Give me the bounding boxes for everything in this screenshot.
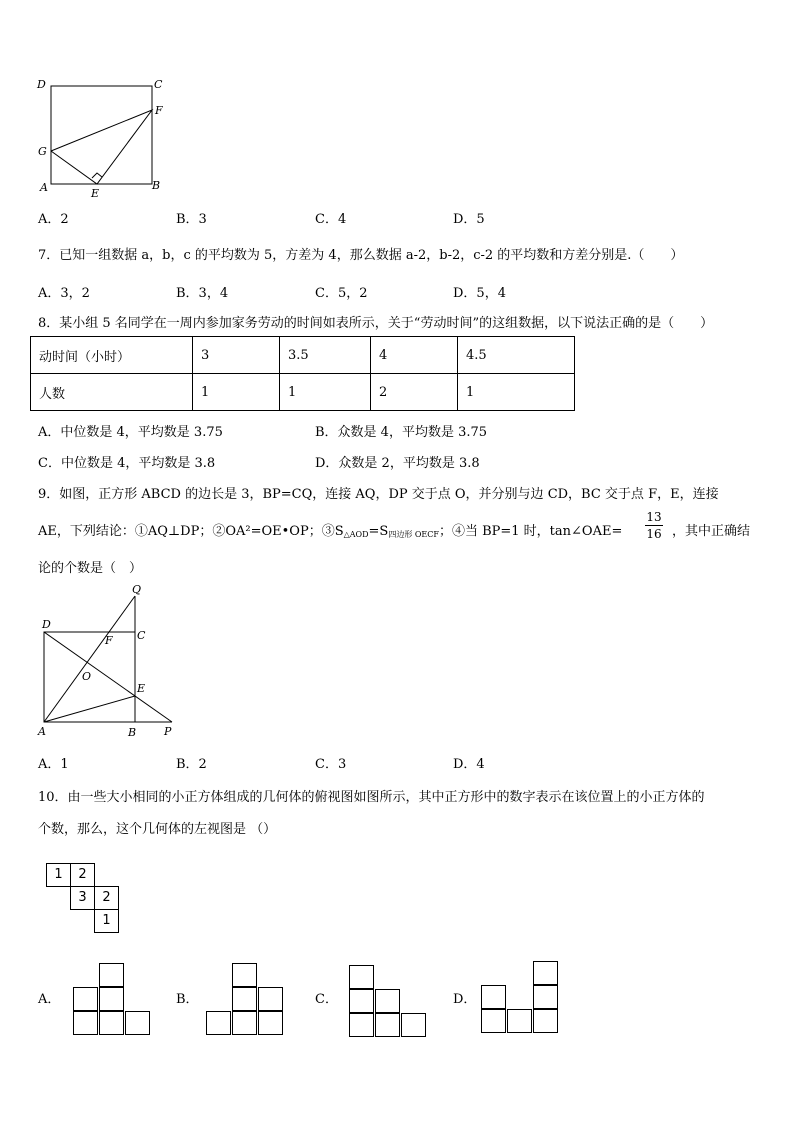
q7-option-b[interactable]: B．3，4 [176, 286, 229, 301]
q8-option-d[interactable]: D．众数是 2，平均数是 3.8 [315, 456, 480, 471]
view-cell [533, 961, 558, 985]
label-P: P [164, 725, 172, 738]
table-cell: 1 [280, 374, 371, 411]
view-cell [481, 1009, 506, 1033]
q9-line2-part-a: AE，下列结论：①AQ⊥DP；②OA²=OE•OP；③S [38, 524, 344, 539]
view-cell [349, 965, 374, 989]
view-cell [232, 1011, 257, 1035]
view-cell [375, 1013, 400, 1037]
table-cell: 2 [371, 374, 458, 411]
q10-option-b[interactable]: B． [176, 992, 199, 1007]
right-angle-mark [92, 173, 102, 178]
line-ae [44, 696, 135, 722]
label-Q: Q [132, 583, 142, 596]
q8-data-table [30, 336, 575, 411]
view-cell [232, 963, 257, 987]
table-cell: 4.5 [458, 337, 575, 374]
q6-option-c[interactable]: C．4 [315, 212, 347, 227]
label-C: C [154, 78, 163, 91]
q9-fraction [645, 510, 663, 541]
fraction-numerator: 13 [646, 510, 662, 524]
label-E: E [91, 187, 100, 200]
q10-option-c[interactable]: C． [315, 992, 338, 1007]
top-view-cell: 2 [70, 863, 95, 887]
table-cell: 人数 [31, 374, 193, 411]
fraction-denominator: 16 [646, 527, 662, 541]
label-B: B [128, 726, 137, 739]
square-abcd [51, 86, 152, 184]
option-a-view[interactable] [73, 963, 153, 1038]
label-C: C [137, 629, 146, 642]
q9-option-b[interactable]: B．2 [176, 757, 207, 772]
view-cell [349, 1013, 374, 1037]
top-view-cell: 1 [46, 863, 71, 887]
q9-line1: 9．如图，正方形 ABCD 的边长是 3，BP=CQ，连接 AQ，DP 交于点 O，并分别与边 CD，BC 交于点 F，E，连接 [38, 487, 719, 502]
view-cell [99, 987, 124, 1011]
label-D: D [42, 618, 51, 631]
view-cell [349, 989, 374, 1013]
table-row [31, 374, 575, 411]
fraction-bar [645, 525, 663, 526]
table-cell: 3 [193, 337, 280, 374]
q7-option-d[interactable]: D．5，4 [453, 286, 506, 301]
view-cell [73, 1011, 98, 1035]
q8-option-c[interactable]: C．中位数是 4，平均数是 3.8 [38, 456, 216, 471]
table-cell: 1 [193, 374, 280, 411]
label-G: G [38, 145, 47, 158]
q10-option-a[interactable]: A． [38, 992, 61, 1007]
q9-option-d[interactable]: D．4 [453, 757, 485, 772]
q7-text: 7．已知一组数据 a，b，c 的平均数为 5，方差为 4，那么数据 a-2，b-2，c-2 的平均数和方差分别是.（ ） [38, 248, 684, 263]
q8-text: 8．某小组 5 名同学在一周内参加家务劳动的时间如表所示，关于“劳动时间”的这组数据，以下说法正确的是（ ） [38, 316, 714, 331]
q10-option-d[interactable]: D． [453, 992, 477, 1007]
line-aq [44, 596, 135, 722]
q9-option-a[interactable]: A．1 [38, 757, 69, 772]
view-cell [258, 987, 283, 1011]
q9-line2-part-c: ；④当 BP=1 时，tan∠OAE= [438, 524, 623, 539]
q6-option-d[interactable]: D．5 [453, 212, 485, 227]
top-view-cell: 2 [94, 886, 119, 910]
figure-square-abcd-aq-dp [34, 582, 184, 740]
triangle-gef [51, 110, 152, 184]
q9-sub-aod: △AOD [343, 530, 369, 539]
table-cell: 1 [458, 374, 575, 411]
label-D: D [37, 78, 46, 91]
q10-line1: 10．由一些大小相同的小正方体组成的几何体的俯视图如图所示，其中正方形中的数字表示在该位置上的小正方体的 [38, 790, 705, 805]
label-B: B [152, 179, 161, 192]
q8-option-a[interactable]: A．中位数是 4，平均数是 3.75 [38, 425, 223, 440]
view-cell [533, 1009, 558, 1033]
option-b-view[interactable] [206, 963, 286, 1038]
view-cell [232, 987, 257, 1011]
option-d-view[interactable] [481, 961, 561, 1036]
view-cell [99, 1011, 124, 1035]
figure-square-gef [34, 76, 174, 201]
view-cell [401, 1013, 426, 1037]
q9-line3: 论的个数是（ ） [38, 561, 143, 576]
table-cell: 4 [371, 337, 458, 374]
table-cell: 动时间（小时） [31, 337, 193, 374]
table-row [31, 337, 575, 374]
view-cell [206, 1011, 231, 1035]
q9-line2-end: ，其中正确结 [672, 524, 751, 539]
view-cell [533, 985, 558, 1009]
option-c-view[interactable] [349, 965, 429, 1040]
view-cell [99, 963, 124, 987]
view-cell [125, 1011, 150, 1035]
table-cell: 3.5 [280, 337, 371, 374]
q6-option-b[interactable]: B．3 [176, 212, 207, 227]
q9-sub-oecf: 四边形 OECF [388, 530, 439, 539]
top-view-grid [46, 863, 126, 938]
top-view-cell: 1 [94, 909, 119, 933]
view-cell [375, 989, 400, 1013]
q7-option-a[interactable]: A．3，2 [38, 286, 90, 301]
q9-line2-part-b: =S [368, 524, 389, 539]
top-view-cell: 3 [70, 886, 95, 910]
label-F: F [105, 634, 113, 647]
view-cell [258, 1011, 283, 1035]
view-cell [481, 985, 506, 1009]
q7-option-c[interactable]: C．5，2 [315, 286, 368, 301]
q9-line2 [38, 520, 622, 540]
label-O: O [82, 670, 92, 683]
q9-option-c[interactable]: C．3 [315, 757, 347, 772]
view-cell [507, 1009, 532, 1033]
q6-option-a[interactable]: A．2 [38, 212, 69, 227]
q8-option-b[interactable]: B．众数是 4，平均数是 3.75 [315, 425, 488, 440]
label-A: A [38, 725, 46, 738]
label-A: A [40, 181, 48, 194]
q10-line2: 个数，那么，这个几何体的左视图是 （） [38, 822, 277, 837]
view-cell [73, 987, 98, 1011]
label-E: E [137, 682, 146, 695]
label-F: F [155, 104, 163, 117]
